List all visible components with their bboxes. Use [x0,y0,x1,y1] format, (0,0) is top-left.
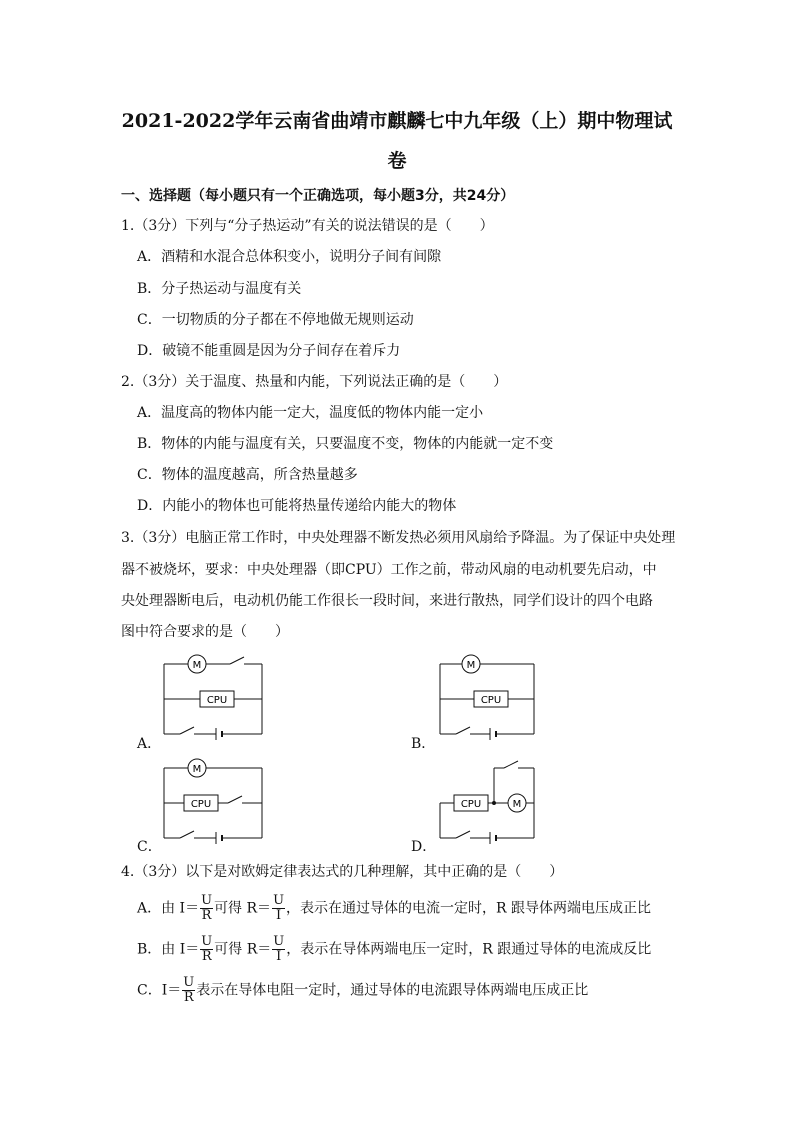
q4-a-prefix: A．由 I＝ [137,900,200,917]
q4-b-suffix: ，表示在导体两端电压一定时，R 跟通过导体的电流成反比 [286,941,652,958]
q2-stem: 2.（3分）关于温度、热量和内能，下列说法正确的是（ ） [121,374,508,390]
circuit-diagram-c [160,756,270,846]
q1-option-a: A．酒精和水混合总体积变小，说明分子间有间隙 [137,249,442,265]
fraction-u-over-r [200,935,213,964]
q4-option-c [137,976,588,1005]
q2-option-c: C．物体的温度越高，所含热量越多 [137,467,358,483]
q2-option-d: D．内能小的物体也可能将热量传递给内能大的物体 [137,498,457,514]
circuit-label-a: A． [137,736,162,752]
q4-a-suffix: ，表示在通过导体的电流一定时，R 跟导体两端电压成正比 [286,900,652,917]
numerator: U [201,893,213,908]
denominator: R [201,908,212,923]
section-heading: 一、选择题（每小题只有一个正确选项，每小题3分，共24分） [121,188,515,204]
paper-title-line2: 卷 [387,150,407,172]
paper-title-line1: 2021-2022学年云南省曲靖市麒麟七中九年级（上）期中物理试 [121,110,673,132]
q4-option-b [137,935,651,964]
q1-option-b: B．分子热运动与温度有关 [137,281,302,297]
q4-b-prefix: B．由 I＝ [137,941,200,958]
circuit-diagram-d [436,756,546,846]
numerator: U [201,934,213,949]
denominator: I [276,949,282,964]
numerator: U [273,893,285,908]
circuit-diagram-b [436,652,546,742]
cpu-box-label: CPU [206,695,228,706]
q1-option-c: C．一切物质的分子都在不停地做无规则运动 [137,312,414,328]
q2-option-b: B．物体的内能与温度有关，只要温度不变，物体的内能就一定不变 [137,436,554,452]
motor-symbol: M [512,799,522,810]
fraction-u-over-r [200,894,213,923]
numerator: U [183,975,195,990]
denominator: R [201,949,212,964]
motor-symbol: M [466,660,476,671]
denominator: I [275,908,282,923]
circuit-label-c: C． [137,839,162,855]
cpu-box-label: CPU [190,799,212,810]
q3-stem-line3: 央处理器断电后，电动机仍能工作很长一段时间，来进行散热，同学们设计的四个电路 [121,593,653,609]
fraction-u-over-i [272,894,285,923]
cpu-box-label: CPU [460,799,482,810]
q1-stem: 1.（3分）下列与“分子热运动”有关的说法错误的是（ ） [121,218,494,234]
fraction-u-over-i [272,935,285,964]
numerator: U [273,934,285,949]
q2-option-a: A．温度高的物体内能一定大，温度低的物体内能一定小 [137,405,484,421]
q4-c-prefix: C．I＝ [137,982,182,999]
denominator: R [183,990,194,1005]
circuit-diagram-a [160,652,270,742]
q4-stem: 4.（3分）以下是对欧姆定律表达式的几种理解，其中正确的是（ ） [121,864,564,880]
fraction-u-over-r [182,976,195,1005]
q4-a-middle: 可得 R＝ [214,900,272,917]
q4-option-a [137,894,651,923]
q3-stem-line2: 器不被烧坏，要求：中央处理器（即CPU）工作之前，带动风扇的电动机要先启动，中 [121,562,657,578]
circuit-label-b: B． [411,736,436,752]
cpu-box-label: CPU [480,695,502,706]
motor-symbol: M [192,660,202,671]
q3-stem-line4: 图中符合要求的是（ ） [121,624,289,640]
circuit-label-d: D． [411,839,437,855]
q4-b-middle: 可得 R＝ [214,941,272,958]
q4-c-suffix: 表示在导体电阻一定时，通过导体的电流跟导体两端电压成正比 [196,982,589,999]
motor-symbol: M [192,764,202,775]
q3-stem-line1: 3.（3分）电脑正常工作时，中央处理器不断发热必须用风扇给予降温。为了保证中央处理 [121,530,676,546]
q1-option-d: D．破镜不能重圆是因为分子间存在着斥力 [137,343,401,359]
